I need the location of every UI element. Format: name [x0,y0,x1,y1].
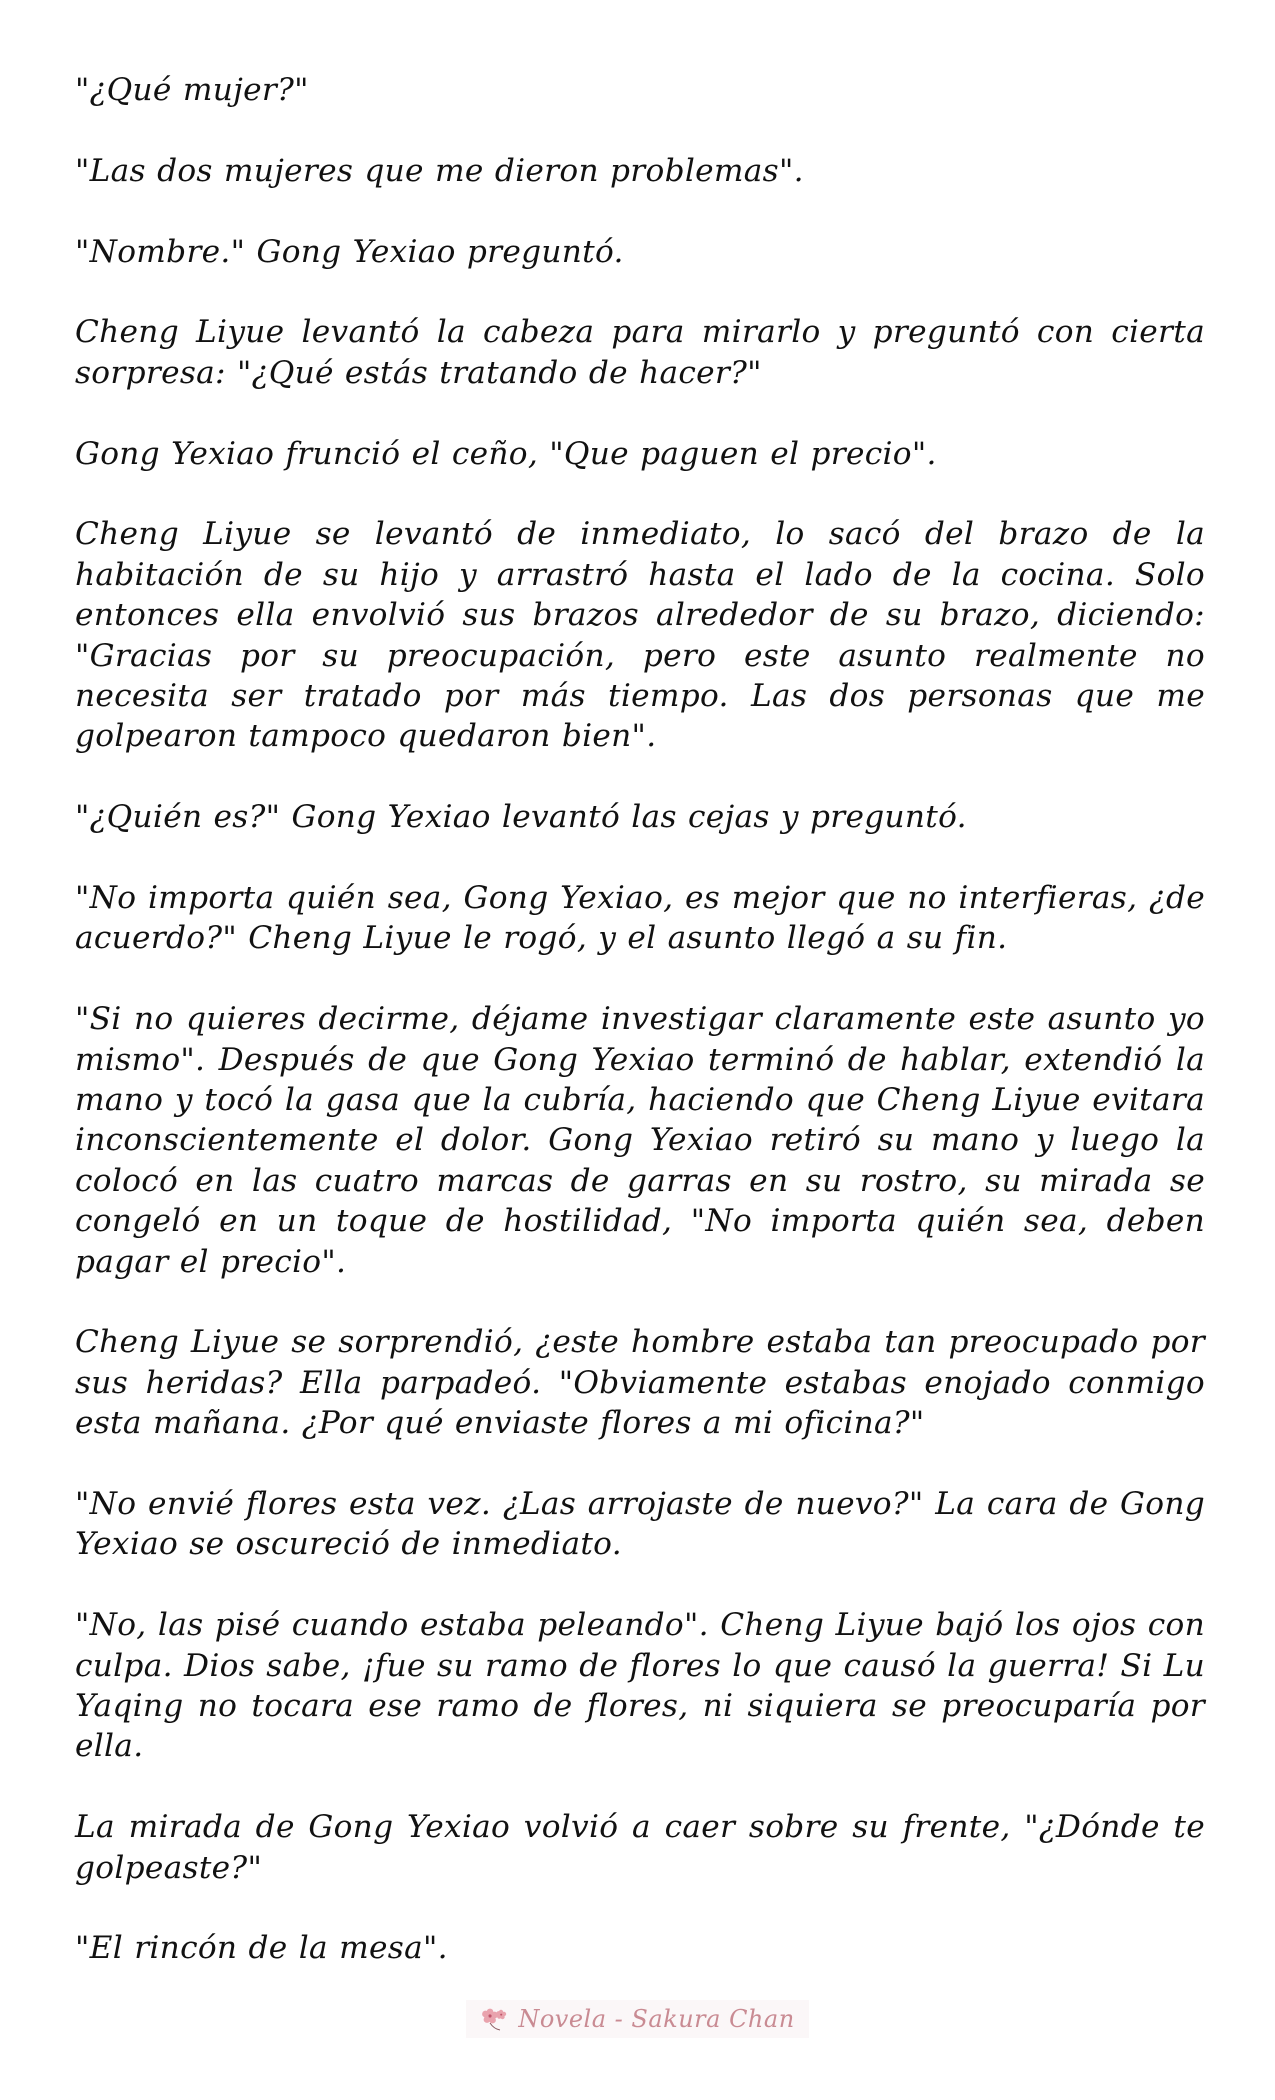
paragraph-8: "No importa quién sea, Gong Yexiao, es mejor que no interfieras, ¿de acuerdo?" Cheng Liyue le rogó, y el asunto llegó a su fin. [75,880,1205,957]
paragraph-12: "No, las pisé cuando estaba peleando". Cheng Liyue bajó los ojos con culpa. Dios sabe, ¡fue su ramo de flores lo que causó la guerra! Si Lu Yaqing no tocara ese ramo de flores, ni siquiera se preocuparía por ella. [75,1607,1205,1765]
paragraph-4: Cheng Liyue levantó la cabeza para mirarlo y preguntó con cierta sorpresa: "¿Qué estás tratando de hacer?" [75,314,1205,391]
paragraph-9: "Si no quieres decirme, déjame investigar claramente este asunto yo mismo". Después de que Gong Yexiao terminó de hablar, extendió la mano y tocó la gasa que la cubría, haciendo que Cheng Liyue evitara inconscientemente el dolor. Gong Yexiao retiró su mano y luego la colocó en las cuatro marcas de garras en su rostro, su mirada se congeló en un toque de hostilidad, "No importa quién sea, deben pagar el precio". [75,1001,1205,1280]
sakura-flower-icon [480,2004,510,2034]
paragraph-1: "¿Qué mujer?" [75,72,309,108]
document-body [75,70,1205,2009]
footer-text: Novela - Sakura Chan [518,2005,795,2033]
paragraph-3: "Nombre." Gong Yexiao preguntó. [75,233,624,270]
paragraph-6: Cheng Liyue se levantó de inmediato, lo sacó del brazo de la habitación de su hijo y arrastró hasta el lado de la cocina. Solo entonces ella envolvió sus brazos alrededor de su brazo, diciendo: "Gracias por su preocupación, pero este asunto realmente no necesita ser tratado por más tiempo. Las dos personas que me golpearon tampoco quedaron bien". [75,516,1205,755]
paragraph-2: "Las dos mujeres que me dieron problemas". [75,152,804,189]
paragraph-14: "El rincón de la mesa". [75,1930,448,1967]
paragraph-7: "¿Quién es?" Gong Yexiao levantó las cejas y preguntó. [75,799,967,836]
footer-badge [466,2000,808,2038]
paragraph-11: "No envié flores esta vez. ¿Las arrojaste de nuevo?" La cara de Gong Yexiao se oscureció de inmediato. [75,1486,1205,1563]
footer-watermark [0,2000,1275,2038]
paragraph-13: La mirada de Gong Yexiao volvió a caer sobre su frente, "¿Dónde te golpeaste?" [75,1809,1205,1886]
paragraph-5: Gong Yexiao frunció el ceño, "Que paguen el precio". [75,435,937,472]
paragraph-10: Cheng Liyue se sorprendió, ¿este hombre estaba tan preocupado por sus heridas? Ella parpadeó. "Obviamente estabas enojado conmigo esta mañana. ¿Por qué enviaste flores a mi oficina?" [75,1324,1205,1442]
